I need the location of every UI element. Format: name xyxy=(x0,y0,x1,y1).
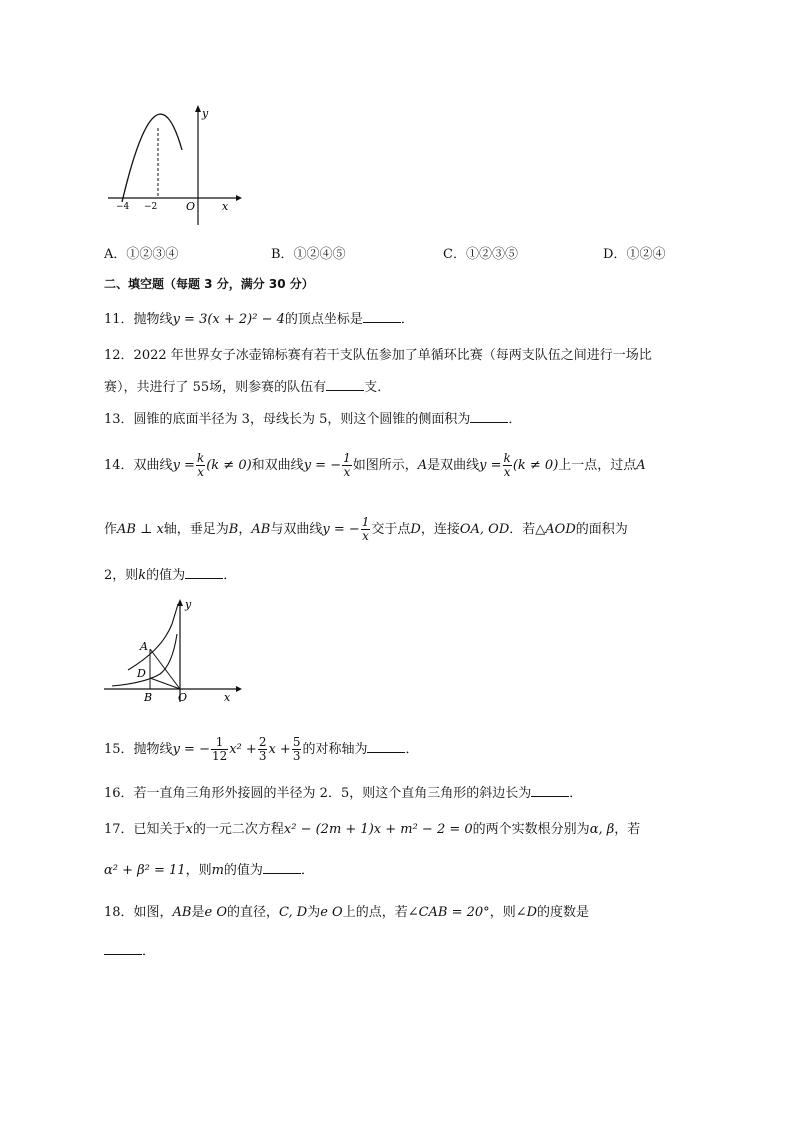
hyperbola-figure xyxy=(104,594,244,706)
answer-blank[interactable] xyxy=(367,740,405,753)
section-heading: 二、填空题（每题 3 分，满分 30 分） xyxy=(104,277,314,291)
answer-blank[interactable] xyxy=(363,310,401,323)
answer-blank[interactable] xyxy=(263,861,301,874)
answer-blank[interactable] xyxy=(470,410,508,423)
tick-neg4: −4 xyxy=(116,202,130,212)
option-b[interactable]: B．①②④⑤ xyxy=(271,247,346,262)
question-12-line1: 12．2022 年世界女子冰壶锦标赛有若干支队伍参加了单循环比赛（每两支队伍之间进行一场比 xyxy=(104,348,652,363)
y-axis-label: y xyxy=(202,107,209,120)
y-axis-label: y xyxy=(185,598,192,611)
origin-label: O xyxy=(178,691,188,704)
question-18-line1: 18．如图，AB是e O的直径，C, D为e O上的点，若∠CAB = 20°，则∠D的度数是 xyxy=(104,905,590,920)
question-12-line2: 赛），共进行了 55场，则参赛的队伍有 支． xyxy=(104,380,391,395)
tick-neg2: −2 xyxy=(144,202,158,212)
option-d[interactable]: D．①②④ xyxy=(603,247,666,262)
point-b-label: B xyxy=(144,691,153,704)
question-16: 16．若一直角三角形外接圆的半径为 2．5，则这个直角三角形的斜边长为 ． xyxy=(104,786,583,801)
point-a-label: A xyxy=(140,640,148,653)
question-14-line3: 2，则k的值为 ． xyxy=(104,568,237,583)
answer-blank[interactable] xyxy=(531,784,569,797)
question-17-line1: 17．已知关于x的一元二次方程x² − (2m + 1)x + m² − 2 = 0的两个实数根分别为α, β，若 xyxy=(104,822,641,837)
x-axis-label: x xyxy=(222,200,229,213)
question-13: 13．圆锥的底面半径为 3，母线长为 5，则这个圆锥的侧面积为 ． xyxy=(104,412,522,427)
question-14-line1: 14．双曲线y = $\frac{k}{x}$ (k ≠ 0)和双曲线y = − $\frac{1}{x}$ 如图所示，A是双曲线y = $\frac{k}{x}$ (k ≠ 0)上一点，过点A xyxy=(104,451,646,479)
question-15: 15．抛物线y = − $\frac{1}{12}$ x² + $\frac{2}{3}$ x + $\frac{5}{3}$ 的对称轴为 ． xyxy=(104,735,419,763)
x-axis-label: x xyxy=(224,691,231,704)
option-a[interactable]: A．①②③④ xyxy=(104,247,179,262)
answer-blank[interactable] xyxy=(104,942,142,955)
parabola-figure xyxy=(104,100,244,230)
answer-blank[interactable] xyxy=(185,566,223,579)
question-11: 11．抛物线y = 3(x + 2)² − 4的顶点坐标是 ． xyxy=(104,312,414,327)
point-d-label: D xyxy=(137,667,146,680)
option-c[interactable]: C．①②③⑤ xyxy=(443,247,518,262)
question-17-line2: α² + β² = 11，则m的值为 ． xyxy=(104,863,314,878)
answer-blank[interactable] xyxy=(326,378,364,391)
question-18-line2: ． xyxy=(104,942,155,962)
origin-label: O xyxy=(186,200,196,213)
question-14-line2: 作AB ⊥ x轴，垂足为B，AB与双曲线y = − $\frac{1}{x}$ 交于点D，连接OA, OD．若△AOD的面积为 xyxy=(104,515,628,543)
